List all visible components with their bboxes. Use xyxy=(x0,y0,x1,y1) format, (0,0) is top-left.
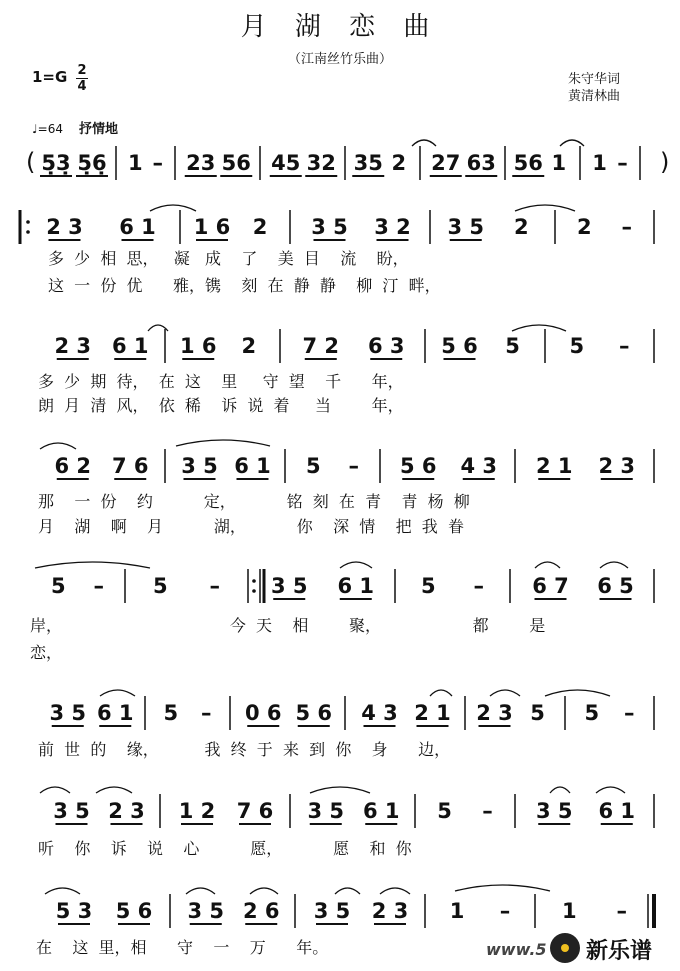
note-group: 6 1 xyxy=(598,799,636,823)
lyric-line-3b: 朗 月 清 风， 依 稀 诉 说 着 当 年， xyxy=(38,396,404,415)
note-group: 5̣3̣ xyxy=(41,151,71,175)
note-group: 3 5 xyxy=(187,899,225,923)
note-group: 5 xyxy=(569,334,585,358)
note-group: 1 xyxy=(551,151,567,175)
record-disc-icon xyxy=(550,933,580,963)
note-group: – xyxy=(201,701,212,725)
mood-marking: 抒情地 xyxy=(78,122,118,137)
note-group: 5 xyxy=(505,334,520,358)
note-group: – xyxy=(473,574,484,598)
note-group: 1 xyxy=(592,151,607,175)
note-group: 5 xyxy=(530,701,545,725)
slur-arc xyxy=(310,787,370,793)
note-group: – xyxy=(209,574,220,598)
slur-arc xyxy=(535,562,560,568)
slur-arc xyxy=(515,205,575,211)
slur-arc xyxy=(96,787,132,793)
note-group: 5 xyxy=(437,799,452,823)
note-group: 23 xyxy=(186,151,216,175)
note-group: 5 xyxy=(584,701,600,725)
intro-paren-open: ( xyxy=(26,148,36,176)
slur-arc xyxy=(176,440,270,446)
note-group: 1 6 xyxy=(179,334,217,358)
note-group: 27 xyxy=(431,151,461,175)
note-group: 2 3 xyxy=(108,799,145,823)
note-group: 45 xyxy=(271,151,301,175)
note-group: 6 1 xyxy=(337,574,375,598)
note-group: – xyxy=(499,899,511,923)
note-group: 3 5 xyxy=(270,574,308,598)
composer: 黄清林曲 xyxy=(568,89,621,104)
slur-arc xyxy=(335,888,360,894)
note-group: 32 xyxy=(306,151,336,175)
note-group: – xyxy=(624,701,635,725)
note-group: 6 1 xyxy=(96,701,134,725)
note-group: 4 3 xyxy=(460,454,498,478)
note-group: 4 3 xyxy=(361,701,398,725)
slur-arc xyxy=(412,140,436,146)
note-group: – xyxy=(152,151,163,175)
slur-arc xyxy=(45,888,80,894)
lyric-line-4a: 那 一 份 约 定， 铭 刻 在 青 青 杨 柳 xyxy=(38,492,470,511)
note-group: 63 xyxy=(466,151,496,175)
site-logo xyxy=(550,928,678,968)
note-group: 2 3 xyxy=(371,899,409,923)
note-group: 5 xyxy=(152,574,168,598)
note-group: 3 5 xyxy=(535,799,573,823)
note-group: 5 xyxy=(163,701,179,725)
slur-arc xyxy=(560,140,584,146)
note-group: 5 6 xyxy=(295,701,333,725)
lyric-line-5b: 恋， xyxy=(30,643,63,662)
note-group: 2 3 xyxy=(46,215,83,239)
note-group: 2 3 xyxy=(598,454,636,478)
note-group: 2 xyxy=(252,215,268,239)
note-group: 5̣6̣ xyxy=(77,151,107,175)
note-group: 5 6 xyxy=(441,334,478,358)
note-group: 5 xyxy=(50,574,66,598)
slur-arc xyxy=(512,325,566,331)
note-group: 1 xyxy=(449,899,465,923)
lyric-line-7: 听 你 诉 说 心 愿， 愿 和 你 xyxy=(38,839,412,858)
lyric-line-5a: 岸， 今 天 相 聚， 都 是 xyxy=(30,616,546,635)
note-group: – xyxy=(482,799,493,823)
slur-arc xyxy=(430,690,452,696)
lyricist: 朱守华词 xyxy=(568,72,621,87)
note-group: – xyxy=(616,899,627,923)
note-group: 6 2 xyxy=(54,454,92,478)
note-group: 2 xyxy=(241,334,257,358)
slur-arc xyxy=(455,885,550,891)
note-group: 2 xyxy=(576,215,592,239)
note-group: – xyxy=(619,334,630,358)
note-group: 35 xyxy=(353,151,383,175)
slur-arc xyxy=(600,562,628,568)
note-group: – xyxy=(348,454,359,478)
note-group: 3 5 xyxy=(311,215,348,239)
note-group: 5 3 xyxy=(55,899,93,923)
note-group: 5 6 xyxy=(115,899,153,923)
note-group: 6 1 xyxy=(111,334,149,358)
note-group: 3 5 xyxy=(49,701,87,725)
note-group: – xyxy=(621,215,632,239)
slur-arc xyxy=(186,888,215,894)
note-group: – xyxy=(93,574,104,598)
note-group: 1 2 xyxy=(178,799,216,823)
note-group: 3 2 xyxy=(374,215,411,239)
slur-arc xyxy=(380,888,410,894)
note-group: 5 6 xyxy=(399,454,437,478)
note-group: 3 5 xyxy=(313,899,351,923)
note-group: 56 xyxy=(513,151,543,175)
note-group: 56 xyxy=(221,151,251,175)
note-group: 2 3 xyxy=(54,334,92,358)
note-group: 7 2 xyxy=(302,334,340,358)
note-group: 0 6 xyxy=(244,701,282,725)
note-group: 6 1 xyxy=(234,454,271,478)
slur-arc xyxy=(550,787,570,793)
repeat-dot xyxy=(26,230,30,234)
note-group: 6 7 xyxy=(532,574,569,598)
note-group: 1 xyxy=(561,899,577,923)
note-group: – xyxy=(617,151,628,175)
note-group: 2 xyxy=(513,215,529,239)
note-group: 2 xyxy=(391,151,407,175)
repeat-dot xyxy=(252,589,256,593)
note-group: 3 5 xyxy=(53,799,90,823)
slur-arc xyxy=(40,787,70,793)
slur-arc xyxy=(490,690,520,696)
note-group: 2 1 xyxy=(535,454,573,478)
note-group: 1 xyxy=(127,151,143,175)
watermark-url: www.5 xyxy=(486,940,547,959)
slur-arc xyxy=(150,205,196,211)
logo-text: 新乐谱 xyxy=(586,939,653,964)
slur-arc xyxy=(545,690,610,696)
key-signature: 1=G xyxy=(32,68,68,86)
repeat-dot xyxy=(252,579,256,583)
slur-arc xyxy=(596,787,625,793)
song-title: 月 湖 恋 曲 xyxy=(240,12,440,42)
time-signature-bottom: 4 xyxy=(77,79,87,94)
intro-paren-close: ) xyxy=(660,148,670,176)
note-group: 6 3 xyxy=(367,334,405,358)
slur-arc xyxy=(40,443,76,449)
lyric-line-6: 前 世 的 缘， 我 终 于 来 到 你 身 边， xyxy=(38,740,451,759)
note-group: 6 1 xyxy=(119,215,156,239)
lyric-line-2b: 这 一 份 优 雅，镌 刻 在 静 静 柳 汀 畔， xyxy=(48,276,441,295)
lyric-line-4b: 月 湖 啊 月 湖， 你 深 情 把 我 眷 xyxy=(38,517,464,536)
note-group: 7 6 xyxy=(111,454,149,478)
note-group: 3 5 xyxy=(447,215,485,239)
note-group: 2 6 xyxy=(242,899,280,923)
slur-arc xyxy=(250,888,278,894)
repeat-dot xyxy=(26,220,30,224)
lyric-line-2a: 多 少 相 思， 凝 成 了 美 目 流 盼， xyxy=(48,249,409,268)
lyric-line-3a: 多 少 期 待， 在 这 里 守 望 千 年， xyxy=(38,372,404,391)
lyric-line-8: 在 这 里，相 守 一 万 年。 xyxy=(36,938,329,957)
note-group: 6 1 xyxy=(362,799,400,823)
song-subtitle: （江南丝竹乐曲） xyxy=(287,52,392,67)
note-group: 6 5 xyxy=(597,574,634,598)
note-group: 1 6 xyxy=(193,215,231,239)
slur-arc xyxy=(35,562,150,568)
note-group: 5 xyxy=(305,454,321,478)
slur-arc xyxy=(100,690,135,696)
note-group: 3 5 xyxy=(181,454,218,478)
note-group: 2 3 xyxy=(476,701,513,725)
note-group: 3 5 xyxy=(307,799,345,823)
note-group: 2 1 xyxy=(414,701,451,725)
note-group: 7 6 xyxy=(236,799,274,823)
slur-arc xyxy=(340,562,372,568)
note-group: 5 xyxy=(420,574,436,598)
tempo-value: ♩=64 xyxy=(32,122,63,136)
time-signature-top: 2 xyxy=(77,63,87,78)
